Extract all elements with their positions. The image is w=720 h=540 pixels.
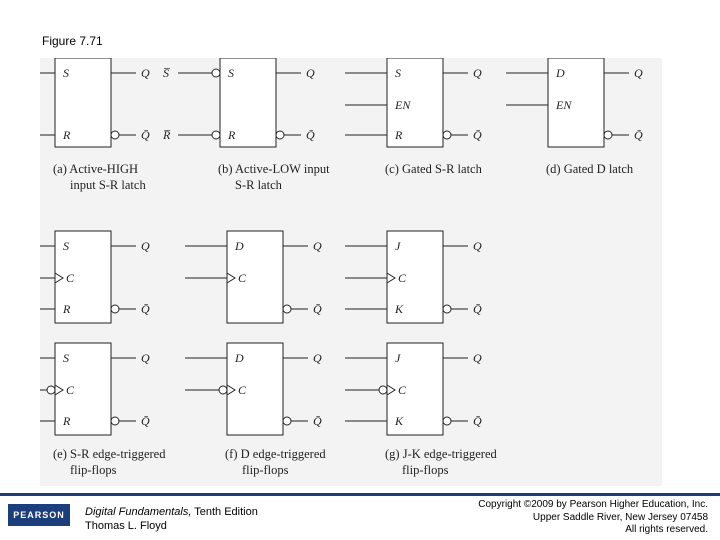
ff-g-positive-edge-qbar-bubble — [443, 305, 451, 313]
ff-f-negative-edge-symbol — [185, 343, 322, 435]
ff-e-positive-edge-symbol — [40, 231, 150, 323]
ff-f-negative-edge-input-label-0: D — [235, 351, 244, 365]
ff-f-positive-edge-q-label: Q — [313, 239, 322, 253]
ff-e-positive-edge-qbar-label: Q̄ — [141, 302, 150, 316]
ff-f-negative-edge-input-label-1: C — [238, 383, 247, 397]
ff-g-negative-edge-symbol — [345, 343, 482, 435]
ff-e-positive-edge-input-label-1: C — [66, 271, 75, 285]
latch-c-qbar-bubble — [443, 131, 451, 139]
ff-e-negative-edge-qbar-label: Q̄ — [141, 414, 150, 428]
latch-b-qbar-bubble — [276, 131, 284, 139]
latch-a-qbar-label: Q̄ — [141, 128, 150, 142]
latch-a-qbar-bubble — [111, 131, 119, 139]
latch-a-symbol — [40, 58, 150, 147]
latch-d-qbar-label: Q̄ — [634, 128, 643, 142]
latch-d-qbar-bubble — [604, 131, 612, 139]
ff-f-negative-edge-qbar-bubble — [283, 417, 291, 425]
latch-b-ext-label-0: S̅ — [163, 66, 169, 80]
book-info — [85, 505, 258, 533]
ff-e-negative-edge-input-label-1: C — [66, 383, 75, 397]
ff-e-positive-edge-input-label-2: R — [63, 302, 71, 316]
latch-d-input-label-0: D — [556, 66, 565, 80]
ff-g-positive-edge-input-label-2: K — [395, 302, 404, 316]
latch-c-caption-0: (c) Gated S-R latch — [385, 162, 482, 176]
latch-b-q-label: Q — [306, 66, 315, 80]
latch-c-input-label-0: S — [395, 66, 401, 80]
latch-c-qbar-label: Q̄ — [473, 128, 482, 142]
latch-b-caption-1: S-R latch — [235, 178, 282, 192]
copyright-notice — [478, 499, 708, 537]
latch-d-caption-0: (d) Gated D latch — [546, 162, 634, 176]
ff-e-negative-edge-input-label-2: R — [63, 414, 71, 428]
ff-f-positive-edge-input-label-1: C — [238, 271, 247, 285]
ff-f-positive-edge-qbar-bubble — [283, 305, 291, 313]
latch-d-q-label: Q — [634, 66, 643, 80]
pearson-logo: PEARSON — [8, 504, 70, 526]
ff-f-negative-edge-q-label: Q — [313, 351, 322, 365]
ff-e-caption-1: flip-flops — [70, 463, 117, 477]
latch-d-symbol — [506, 58, 643, 147]
latch-c-input-label-2: R — [395, 128, 403, 142]
figure-area — [40, 58, 662, 486]
book-edition: Tenth Edition — [191, 506, 258, 518]
ff-g-positive-edge-qbar-label: Q̄ — [473, 302, 482, 316]
latch-a-caption-1: input S-R latch — [70, 178, 146, 192]
latch-a-q-label: Q — [141, 66, 150, 80]
ff-e-positive-edge-q-label: Q — [141, 239, 150, 253]
ff-g-negative-edge-input-bubble-1 — [379, 386, 387, 394]
latch-c-q-label: Q — [473, 66, 482, 80]
latch-b-caption-0: (b) Active-LOW input — [218, 162, 330, 176]
ff-f-negative-edge-input-bubble-1 — [219, 386, 227, 394]
latch-b-ext-label-1: R̅ — [163, 128, 171, 142]
latch-d-input-label-1: EN — [556, 98, 572, 112]
copyright-line-1: Copyright ©2009 by Pearson Higher Education, Inc. — [478, 499, 708, 510]
ff-e-negative-edge-input-label-0: S — [63, 351, 69, 365]
ff-f-negative-edge-qbar-label: Q̄ — [313, 414, 322, 428]
ff-g-negative-edge-input-label-2: K — [395, 414, 404, 428]
ff-g-caption-1: flip-flops — [402, 463, 449, 477]
ff-g-positive-edge-symbol — [345, 231, 482, 323]
ff-e-caption-0: (e) S-R edge-triggered — [53, 447, 166, 461]
ff-e-positive-edge-input-label-0: S — [63, 239, 69, 253]
book-title: Digital Fundamentals, — [85, 506, 192, 518]
ff-f-caption-1: flip-flops — [242, 463, 289, 477]
ff-g-negative-edge-q-label: Q — [473, 351, 482, 365]
latch-a-input-label-0: S — [63, 66, 69, 80]
latch-b-qbar-label: Q̄ — [306, 128, 315, 142]
copyright-line-3: All rights reserved. — [625, 524, 708, 535]
ff-g-negative-edge-qbar-bubble — [443, 417, 451, 425]
ff-e-negative-edge-symbol — [40, 343, 150, 435]
ff-g-positive-edge-input-label-0: J — [395, 239, 401, 253]
ff-f-positive-edge-symbol — [185, 231, 322, 323]
copyright-line-2: Upper Saddle River, New Jersey 07458 — [532, 511, 708, 523]
ff-f-caption-0: (f) D edge-triggered — [225, 447, 326, 461]
ff-g-caption-0: (g) J-K edge-triggered — [385, 447, 497, 461]
book-author: Thomas L. Floyd — [85, 520, 167, 532]
ff-f-positive-edge-input-label-0: D — [235, 239, 244, 253]
latch-c-symbol — [345, 58, 482, 147]
latch-a-caption-0: (a) Active-HIGH — [53, 162, 139, 176]
latch-a-input-label-1: R — [63, 128, 71, 142]
latch-b-input-bubble-1 — [212, 131, 220, 139]
latch-b-input-label-1: R — [228, 128, 236, 142]
ff-g-negative-edge-input-label-1: C — [398, 383, 407, 397]
ff-g-positive-edge-input-label-1: C — [398, 271, 407, 285]
ff-g-negative-edge-input-label-0: J — [395, 351, 401, 365]
ff-e-positive-edge-qbar-bubble — [111, 305, 119, 313]
ff-g-positive-edge-q-label: Q — [473, 239, 482, 253]
latch-b-symbol — [162, 58, 315, 147]
ff-g-negative-edge-qbar-label: Q̄ — [473, 414, 482, 428]
ff-f-positive-edge-qbar-label: Q̄ — [313, 302, 322, 316]
ff-e-negative-edge-input-bubble-1 — [47, 386, 55, 394]
logic-symbols-diagram — [40, 58, 662, 486]
latch-b-input-bubble-0 — [212, 69, 220, 77]
latch-c-input-label-1: EN — [395, 98, 411, 112]
ff-e-negative-edge-qbar-bubble — [111, 417, 119, 425]
ff-e-negative-edge-q-label: Q — [141, 351, 150, 365]
latch-b-input-label-0: S — [228, 66, 234, 80]
footer-rule — [0, 493, 720, 496]
figure-title: Figure 7.71 — [42, 34, 103, 48]
